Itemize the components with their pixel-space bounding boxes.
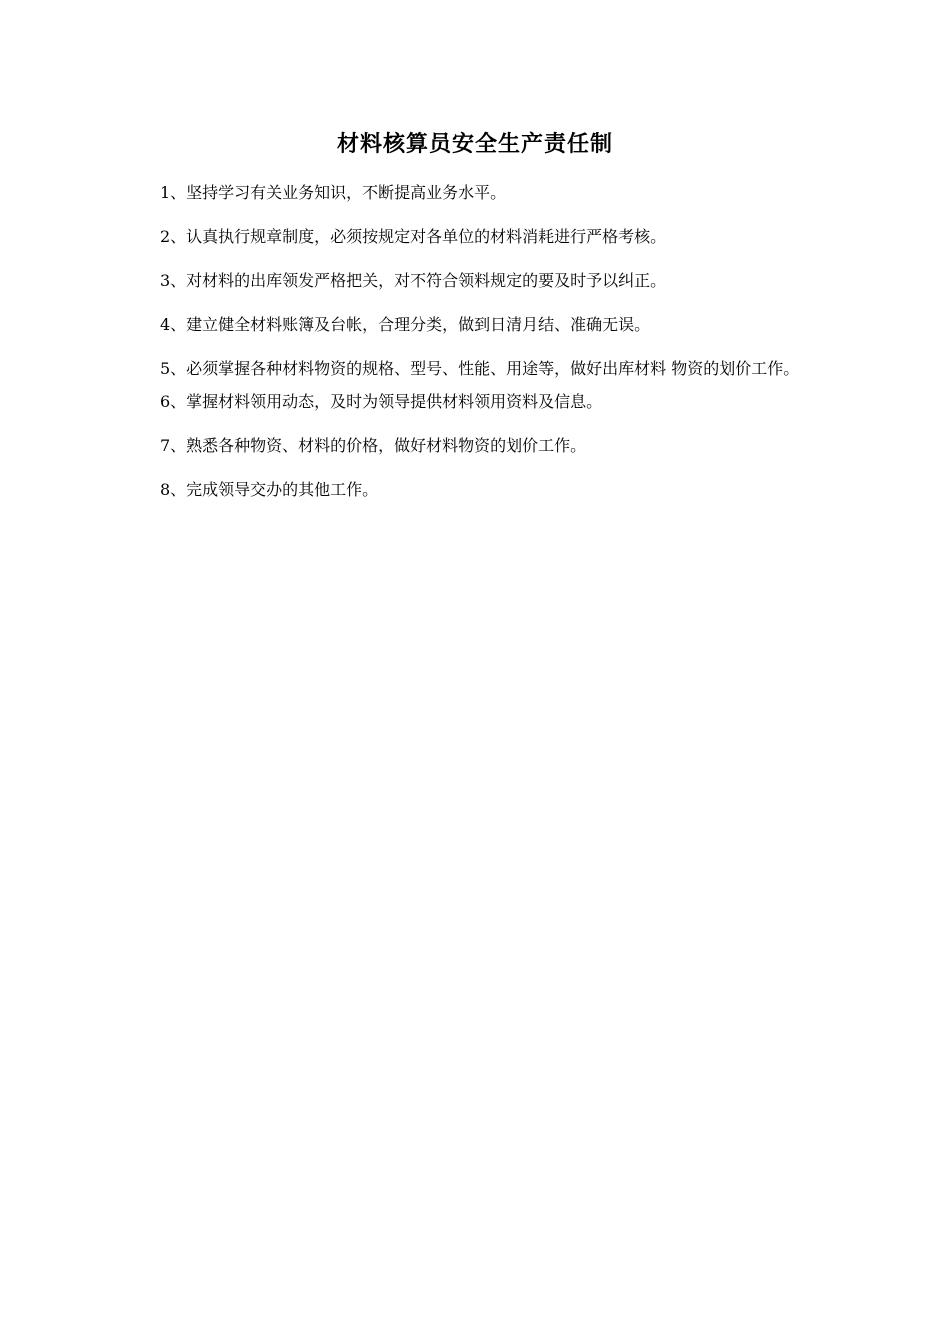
list-item: 6、掌握材料领用动态，及时为领导提供材料领用资料及信息。 (160, 392, 603, 411)
list-item: 7、熟悉各种物资、材料的价格，做好材料物资的划价工作。 (160, 436, 587, 455)
list-item: 5、必须掌握各种材料物资的规格、型号、性能、用途等，做好出库材料 物资的划价工作。 (160, 359, 800, 378)
list-item: 4、建立健全材料账簿及台帐，合理分类，做到日清月结、准确无误。 (160, 315, 651, 334)
list-item: 1、坚持学习有关业务知识，不断提高业务水平。 (160, 183, 507, 202)
responsibility-list (113, 182, 837, 523)
document-title: 材料核算员安全生产责任制 (336, 131, 613, 157)
list-item: 3、对材料的出库领发严格把关，对不符合领料规定的要及时予以纠正。 (160, 271, 667, 290)
list-item: 2、认真执行规章制度，必须按规定对各单位的材料消耗进行严格考核。 (160, 227, 667, 246)
list-item: 8、完成领导交办的其他工作。 (160, 480, 379, 499)
